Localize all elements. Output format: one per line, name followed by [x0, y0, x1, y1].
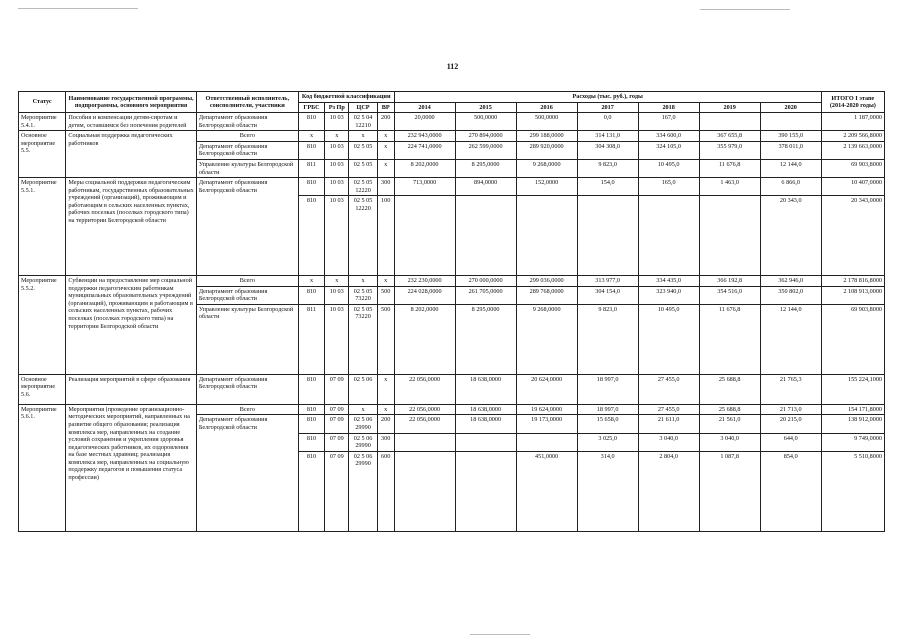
grbs-cell: 810: [298, 415, 324, 433]
year-value-cell: [638, 196, 699, 276]
year-value-cell: 224 028,0000: [394, 286, 455, 304]
header-csr: ЦСР: [349, 102, 377, 113]
year-value-cell: 3 040,0: [638, 433, 699, 451]
header-executor: Ответственный исполнитель, соисполнители, участники: [196, 92, 298, 113]
csr-cell: 02 5 05: [349, 159, 377, 177]
year-value-cell: 152,0000: [516, 178, 577, 196]
year-value-cell: 451,0000: [516, 451, 577, 531]
year-value-cell: 15 658,0: [577, 415, 638, 433]
status-cell: Мероприятие 5.6.1.: [19, 404, 66, 531]
year-value-cell: 10 495,0: [638, 304, 699, 374]
total-cell: 1 187,0000: [821, 113, 884, 131]
total-cell: 155 224,1000: [821, 374, 884, 404]
year-value-cell: 19 624,0000: [516, 404, 577, 415]
rz-pr-cell: x: [325, 276, 349, 287]
csr-cell: 02 5 05 73220: [349, 286, 377, 304]
year-value-cell: 3 025,0: [577, 433, 638, 451]
year-value-cell: [516, 433, 577, 451]
csr-cell: 02 5 05: [349, 141, 377, 159]
year-value-cell: 894,0000: [455, 178, 516, 196]
total-cell: 2 209 566,8000: [821, 131, 884, 142]
year-value-cell: 18 997,0: [577, 404, 638, 415]
year-value-cell: 22 056,0000: [394, 404, 455, 415]
year-value-cell: 314 131,0: [577, 131, 638, 142]
year-value-cell: 289 920,0000: [516, 141, 577, 159]
grbs-cell: 811: [298, 159, 324, 177]
year-value-cell: 854,0: [760, 451, 821, 531]
table-row: [19, 404, 885, 415]
total-cell: 20 343,0000: [821, 196, 884, 276]
csr-cell: 02 5 06: [349, 374, 377, 404]
year-value-cell: 232 230,0000: [394, 276, 455, 287]
grbs-cell: 810: [298, 141, 324, 159]
year-value-cell: 20,0000: [394, 113, 455, 131]
csr-cell: 02 5 05 12220: [349, 178, 377, 196]
executor-cell: Департамент образования Белгородской области: [196, 141, 298, 159]
header-year: 2020: [760, 102, 821, 113]
total-cell: 2 178 816,8000: [821, 276, 884, 287]
vr-cell: 300: [377, 178, 394, 196]
header-year: 2016: [516, 102, 577, 113]
grbs-cell: 811: [298, 304, 324, 374]
table-row: [19, 113, 885, 131]
executor-cell: Всего: [196, 276, 298, 287]
executor-cell: Всего: [196, 404, 298, 415]
name-cell: Социальная поддержка педагогических работников: [66, 131, 196, 178]
year-value-cell: 20 215,0: [760, 415, 821, 433]
year-value-cell: 2 804,0: [638, 451, 699, 531]
vr-cell: x: [377, 404, 394, 415]
year-value-cell: 224 741,0000: [394, 141, 455, 159]
year-value-cell: 355 979,0: [699, 141, 760, 159]
rz-pr-cell: 07 09: [325, 415, 349, 433]
year-value-cell: 362 946,0: [760, 276, 821, 287]
status-cell: Основное мероприятие 5.6.: [19, 374, 66, 404]
total-cell: 2 139 663,0000: [821, 141, 884, 159]
year-value-cell: 270 894,0000: [455, 131, 516, 142]
rz-pr-cell: 10 03: [325, 178, 349, 196]
year-value-cell: 9 823,0: [577, 304, 638, 374]
year-value-cell: 299 188,0000: [516, 131, 577, 142]
executor-cell: Департамент образования Белгородской области: [196, 178, 298, 276]
total-cell: 2 108 913,0000: [821, 286, 884, 304]
header-year: 2018: [638, 102, 699, 113]
executor-cell: Департамент образования Белгородской области: [196, 113, 298, 131]
csr-cell: 02 5 06 29990: [349, 415, 377, 433]
name-cell: Реализация мероприятий в сфере образования: [66, 374, 196, 404]
year-value-cell: [394, 196, 455, 276]
vr-cell: 600: [377, 451, 394, 531]
header-rz-pr: Рз Пр: [325, 102, 349, 113]
total-cell: 10 407,0000: [821, 178, 884, 196]
executor-cell: Управление культуры Белгородской области: [196, 159, 298, 177]
year-value-cell: 18 997,0: [577, 374, 638, 404]
year-value-cell: [699, 113, 760, 131]
grbs-cell: 810: [298, 451, 324, 531]
vr-cell: x: [377, 374, 394, 404]
header-status: Статус: [19, 92, 66, 113]
year-value-cell: 270 000,0000: [455, 276, 516, 287]
year-value-cell: 167,0: [638, 113, 699, 131]
vr-cell: x: [377, 141, 394, 159]
rz-pr-cell: 10 03: [325, 141, 349, 159]
year-value-cell: 261 705,0000: [455, 286, 516, 304]
grbs-cell: 810: [298, 113, 324, 131]
header-row-1: [19, 92, 885, 103]
executor-cell: Департамент образования Белгородской области: [196, 374, 298, 404]
year-value-cell: 713,0000: [394, 178, 455, 196]
csr-cell: 02 5 04 12210: [349, 113, 377, 131]
executor-cell: Всего: [196, 131, 298, 142]
year-value-cell: 22 056,0000: [394, 415, 455, 433]
year-value-cell: 27 455,0: [638, 374, 699, 404]
csr-cell: 02 5 05 12220: [349, 196, 377, 276]
vr-cell: 500: [377, 286, 394, 304]
year-value-cell: [455, 196, 516, 276]
vr-cell: 100: [377, 196, 394, 276]
year-value-cell: 8 202,0000: [394, 159, 455, 177]
year-value-cell: 304 308,0: [577, 141, 638, 159]
name-cell: Субвенции на предоставление мер социальной поддержки педагогическим работникам муниципальных образовательных учреждений (организаций), проживающим и работающим в сельских населенных пунктах, рабочих поселках (поселках городского типа) на территории Белгородской области: [66, 276, 196, 375]
name-cell: Мероприятия (проведение организационно-методических мероприятий, направленных на развитие общего образования; реализация комплекса мер, направленных на создание условий сохранения и укрепления здоровья педагогических работников, их оздоровления на базе местных здравниц; реализация комплекса мер, направленных на социальную поддержку педагогов и повышения статуса профессии): [66, 404, 196, 531]
year-value-cell: 500,0000: [516, 113, 577, 131]
year-value-cell: 500,0000: [455, 113, 516, 131]
year-value-cell: 8 295,0000: [455, 304, 516, 374]
year-value-cell: 9 268,0000: [516, 159, 577, 177]
year-value-cell: 299 036,0000: [516, 276, 577, 287]
year-value-cell: [455, 451, 516, 531]
csr-cell: x: [349, 404, 377, 415]
grbs-cell: 810: [298, 374, 324, 404]
scan-edge-bottom: [470, 634, 530, 635]
grbs-cell: 810: [298, 196, 324, 276]
table-row: [19, 374, 885, 404]
total-cell: 69 903,8000: [821, 159, 884, 177]
year-value-cell: 9 268,0000: [516, 304, 577, 374]
year-value-cell: 0,0: [577, 113, 638, 131]
year-value-cell: 390 155,0: [760, 131, 821, 142]
year-value-cell: 354 516,0: [699, 286, 760, 304]
grbs-cell: 810: [298, 178, 324, 196]
rz-pr-cell: 10 03: [325, 159, 349, 177]
total-cell: 69 903,8000: [821, 304, 884, 374]
grbs-cell: 810: [298, 433, 324, 451]
year-value-cell: 18 638,0000: [455, 374, 516, 404]
scan-edge-top-right: [700, 9, 790, 10]
total-cell: 9 749,0000: [821, 433, 884, 451]
scan-edge-top-left: [18, 8, 138, 9]
rz-pr-cell: 07 09: [325, 433, 349, 451]
year-value-cell: 12 144,0: [760, 304, 821, 374]
total-cell: 5 510,8000: [821, 451, 884, 531]
year-value-cell: 21 611,0: [638, 415, 699, 433]
year-value-cell: 27 455,0: [638, 404, 699, 415]
name-cell: Пособия и компенсации детям-сиротам и детям, оставшимся без попечения родителей: [66, 113, 196, 131]
rz-pr-cell: x: [325, 131, 349, 142]
year-value-cell: 9 823,0: [577, 159, 638, 177]
page-number: 112: [446, 62, 459, 71]
year-value-cell: 12 144,0: [760, 159, 821, 177]
vr-cell: 500: [377, 304, 394, 374]
vr-cell: 200: [377, 415, 394, 433]
status-cell: Основное мероприятие 5.5.: [19, 131, 66, 178]
header-expenses: Расходы (тыс. руб.), годы: [394, 92, 821, 103]
year-value-cell: 262 599,0000: [455, 141, 516, 159]
year-value-cell: 289 768,0000: [516, 286, 577, 304]
rz-pr-cell: 07 09: [325, 374, 349, 404]
header-name: Наименование государственной программы, подпрограммы, основного мероприятия: [66, 92, 196, 113]
vr-cell: 200: [377, 113, 394, 131]
year-value-cell: 11 676,8: [699, 304, 760, 374]
status-cell: Мероприятие 5.5.1.: [19, 178, 66, 276]
year-value-cell: 334 600,0: [638, 131, 699, 142]
year-value-cell: 22 056,0000: [394, 374, 455, 404]
rz-pr-cell: 10 03: [325, 304, 349, 374]
table-row: [19, 178, 885, 196]
vr-cell: x: [377, 276, 394, 287]
csr-cell: 02 5 06 29990: [349, 433, 377, 451]
vr-cell: 300: [377, 433, 394, 451]
table-row: [19, 276, 885, 287]
table-row: [19, 131, 885, 142]
year-value-cell: 366 192,8: [699, 276, 760, 287]
year-value-cell: [577, 196, 638, 276]
header-total: ИТОГО I этапе (2014-2020 годы): [821, 92, 884, 113]
vr-cell: x: [377, 131, 394, 142]
csr-cell: 02 5 05 73220: [349, 304, 377, 374]
year-value-cell: 20 343,0: [760, 196, 821, 276]
header-year: 2019: [699, 102, 760, 113]
rz-pr-cell: 07 09: [325, 404, 349, 415]
total-cell: 138 912,0000: [821, 415, 884, 433]
executor-cell: Департамент образования Белгородской области: [196, 415, 298, 531]
rz-pr-cell: 07 09: [325, 451, 349, 531]
rz-pr-cell: 10 03: [325, 196, 349, 276]
year-value-cell: 165,0: [638, 178, 699, 196]
year-value-cell: 644,0: [760, 433, 821, 451]
executor-cell: Департамент образования Белгородской области: [196, 286, 298, 304]
executor-cell: Управление культуры Белгородской области: [196, 304, 298, 374]
year-value-cell: 3 040,0: [699, 433, 760, 451]
header-year: 2017: [577, 102, 638, 113]
year-value-cell: 21 713,0: [760, 404, 821, 415]
year-value-cell: 8 202,0000: [394, 304, 455, 374]
year-value-cell: [455, 433, 516, 451]
year-value-cell: 8 295,0000: [455, 159, 516, 177]
year-value-cell: 18 638,0000: [455, 415, 516, 433]
year-value-cell: [394, 433, 455, 451]
year-value-cell: 314,0: [577, 451, 638, 531]
status-cell: Мероприятие 5.4.1.: [19, 113, 66, 131]
grbs-cell: 810: [298, 404, 324, 415]
year-value-cell: 154,0: [577, 178, 638, 196]
header-grbs: ГРБС: [298, 102, 324, 113]
csr-cell: x: [349, 131, 377, 142]
name-cell: Меры социальной поддержки педагогическим работникам, государственных образовательных учреждений (организаций), проживающим и работающим в сельских населенных пунктах, рабочих поселках (поселках городского типа) на территории Белгородской области: [66, 178, 196, 276]
rz-pr-cell: 10 03: [325, 113, 349, 131]
year-value-cell: 304 154,0: [577, 286, 638, 304]
year-value-cell: 6 866,0: [760, 178, 821, 196]
year-value-cell: 367 655,8: [699, 131, 760, 142]
year-value-cell: 25 688,8: [699, 374, 760, 404]
year-value-cell: 378 011,0: [760, 141, 821, 159]
csr-cell: 02 5 06 29990: [349, 451, 377, 531]
header-year: 2015: [455, 102, 516, 113]
year-value-cell: [394, 451, 455, 531]
year-value-cell: 323 940,0: [638, 286, 699, 304]
status-cell: Мероприятие 5.5.2.: [19, 276, 66, 375]
grbs-cell: 810: [298, 286, 324, 304]
year-value-cell: 25 688,8: [699, 404, 760, 415]
rz-pr-cell: 10 03: [325, 286, 349, 304]
year-value-cell: 324 105,0: [638, 141, 699, 159]
year-value-cell: 19 173,0000: [516, 415, 577, 433]
year-value-cell: 334 435,0: [638, 276, 699, 287]
year-value-cell: [699, 196, 760, 276]
budget-table: [18, 91, 885, 532]
year-value-cell: 21 765,3: [760, 374, 821, 404]
year-value-cell: 313 977,0: [577, 276, 638, 287]
vr-cell: x: [377, 159, 394, 177]
grbs-cell: x: [298, 131, 324, 142]
year-value-cell: 350 802,0: [760, 286, 821, 304]
year-value-cell: 232 943,0000: [394, 131, 455, 142]
year-value-cell: 1 087,8: [699, 451, 760, 531]
year-value-cell: 20 624,0000: [516, 374, 577, 404]
year-value-cell: [516, 196, 577, 276]
year-value-cell: 11 676,8: [699, 159, 760, 177]
year-value-cell: 21 561,0: [699, 415, 760, 433]
grbs-cell: x: [298, 276, 324, 287]
header-year: 2014: [394, 102, 455, 113]
header-vr: ВР: [377, 102, 394, 113]
year-value-cell: 10 495,0: [638, 159, 699, 177]
year-value-cell: 1 463,0: [699, 178, 760, 196]
year-value-cell: [760, 113, 821, 131]
year-value-cell: 18 638,0000: [455, 404, 516, 415]
header-budget-code: Код бюджетной классификации: [298, 92, 394, 103]
total-cell: 154 171,8000: [821, 404, 884, 415]
csr-cell: x: [349, 276, 377, 287]
